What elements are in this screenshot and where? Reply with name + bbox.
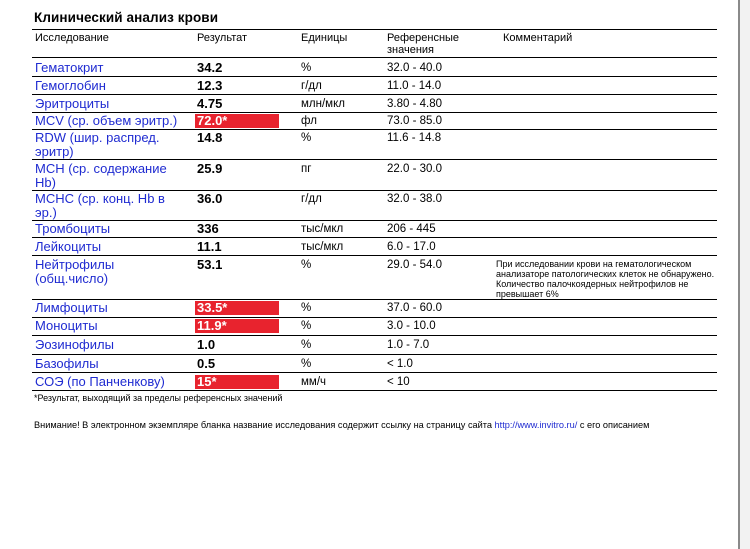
- row-divider: [32, 372, 717, 373]
- result-value-flagged: 72.0*: [195, 114, 279, 128]
- test-name-line1: MCH (ср. содержание: [35, 161, 167, 176]
- units-value: %: [301, 62, 312, 74]
- reference-range: < 1.0: [387, 358, 413, 370]
- test-name-link[interactable]: [35, 131, 195, 159]
- test-name-link[interactable]: [35, 258, 195, 286]
- result-value: 1.0: [197, 337, 216, 352]
- reference-range: 32.0 - 38.0: [387, 193, 442, 205]
- page-right-margin: [740, 0, 750, 549]
- test-name-line2: (общ.число): [35, 271, 109, 286]
- header-reference: [387, 33, 459, 56]
- units-value: тыс/мкл: [301, 223, 344, 235]
- row-divider: [32, 335, 717, 336]
- reference-range: 6.0 - 17.0: [387, 241, 436, 253]
- row-divider: [32, 237, 717, 238]
- header-test: Исследование: [35, 32, 109, 44]
- reference-range: 73.0 - 85.0: [387, 115, 442, 127]
- test-name-link[interactable]: Базофилы: [35, 356, 99, 371]
- result-value: 25.9: [197, 161, 223, 176]
- result-value: 336: [197, 221, 219, 236]
- notice: [34, 420, 649, 430]
- test-name-line1: Нейтрофилы: [35, 257, 115, 272]
- header-top-rule: [32, 29, 717, 30]
- result-value-flagged: 11.9*: [195, 319, 279, 333]
- test-name-link[interactable]: MCV (ср. объем эритр.): [35, 113, 178, 128]
- result-value-flagged: 15*: [195, 375, 279, 389]
- test-name-line2: эритр): [35, 144, 74, 159]
- row-divider: [32, 220, 717, 221]
- row-divider: [32, 159, 717, 160]
- units-value: %: [301, 132, 312, 144]
- row-divider: [32, 354, 717, 355]
- units-value: %: [301, 302, 312, 314]
- result-value: 34.2: [197, 60, 223, 75]
- reference-range: 3.0 - 10.0: [387, 320, 436, 332]
- test-name-link[interactable]: Моноциты: [35, 318, 98, 333]
- invitro-link[interactable]: http://www.invitro.ru/: [494, 420, 578, 430]
- units-value: мм/ч: [301, 376, 326, 388]
- units-value: %: [301, 339, 312, 351]
- result-value: 11.1: [197, 239, 222, 254]
- page-title: Клинический анализ крови: [34, 10, 219, 25]
- test-name-link[interactable]: Эритроциты: [35, 96, 110, 111]
- units-value: %: [301, 320, 312, 332]
- reference-range: 11.0 - 14.0: [387, 80, 442, 92]
- units-value: г/дл: [301, 80, 322, 92]
- header-units: Единицы: [301, 32, 348, 44]
- row-divider: [32, 317, 717, 318]
- reference-range: 37.0 - 60.0: [387, 302, 442, 314]
- units-value: %: [301, 259, 312, 271]
- header-result: Результат: [197, 32, 248, 44]
- test-name-link[interactable]: [35, 162, 195, 190]
- units-value: г/дл: [301, 193, 322, 205]
- result-value-flagged: 33.5*: [195, 301, 279, 315]
- test-name-line1: RDW (шир. распред.: [35, 130, 160, 145]
- reference-range: 11.6 - 14.8: [387, 132, 442, 144]
- units-value: фл: [301, 115, 317, 127]
- footnote: *Результат, выходящий за пределы референсных значений: [34, 393, 283, 403]
- result-value: 12.3: [197, 78, 223, 93]
- reference-range: 32.0 - 40.0: [387, 62, 442, 74]
- test-name-link[interactable]: Эозинофилы: [35, 337, 114, 352]
- result-value: 53.1: [197, 257, 223, 272]
- test-name-line1: MCHC (ср. конц. Hb в: [35, 191, 165, 206]
- reference-range: < 10: [387, 376, 410, 388]
- test-name-link[interactable]: Тромбоциты: [35, 221, 111, 236]
- header-reference-line2: значения: [387, 43, 435, 56]
- test-name-link[interactable]: Лейкоциты: [35, 239, 102, 254]
- result-value: 0.5: [197, 356, 216, 371]
- test-name-link[interactable]: СОЭ (по Панченкову): [35, 374, 165, 389]
- result-value: 14.8: [197, 130, 223, 145]
- reference-range: 1.0 - 7.0: [387, 339, 430, 351]
- result-value: 4.75: [197, 96, 223, 111]
- reference-range: 29.0 - 54.0: [387, 259, 442, 271]
- row-divider: [32, 299, 717, 300]
- result-value: 36.0: [197, 191, 223, 206]
- reference-range: 22.0 - 30.0: [387, 163, 442, 175]
- units-value: млн/мкл: [301, 98, 345, 110]
- header-bottom-rule: [32, 57, 717, 58]
- header-comment: Комментарий: [503, 32, 573, 44]
- test-name-line2: Hb): [35, 175, 56, 190]
- row-divider: [32, 94, 717, 95]
- test-name-link[interactable]: [35, 192, 195, 220]
- test-name-link[interactable]: Гематокрит: [35, 60, 104, 75]
- reference-range: 3.80 - 4.80: [387, 98, 442, 110]
- header-reference-line1: Референсные: [387, 32, 460, 44]
- row-divider: [32, 255, 717, 256]
- table-bottom-rule: [32, 390, 717, 391]
- units-value: тыс/мкл: [301, 241, 344, 253]
- units-value: пг: [301, 163, 312, 175]
- comment-text: При исследовании крови на гематологическом анализаторе патологических клеток не обнаружено. Количество палочкоядерных нейтрофилов не превышает 6%: [496, 259, 715, 299]
- test-name-link[interactable]: Лимфоциты: [35, 300, 108, 315]
- test-name-link[interactable]: Гемоглобин: [35, 78, 106, 93]
- reference-range: 206 - 445: [387, 223, 436, 235]
- test-name-line2: эр.): [35, 205, 57, 220]
- units-value: %: [301, 358, 312, 370]
- notice-text-before: Внимание! В электронном экземпляре бланка название исследования содержит ссылку на страницу сайта: [34, 420, 495, 430]
- row-divider: [32, 76, 717, 77]
- notice-text-after: с его описанием: [577, 420, 650, 430]
